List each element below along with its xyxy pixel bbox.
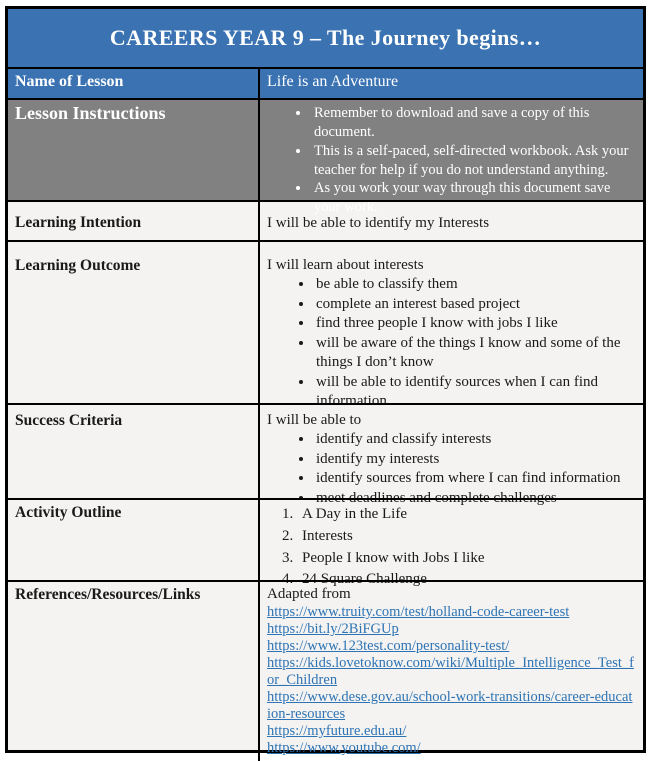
lesson-plan-table (5, 6, 646, 756)
reference-link[interactable]: https://www.123test.com/personality-test/ (267, 637, 510, 654)
learning-intention-label: Learning Intention (15, 214, 142, 231)
success-criteria-row (8, 403, 643, 506)
reference-links (267, 604, 635, 757)
lesson-instructions-label: Lesson Instructions (8, 100, 260, 200)
learning-outcome-intro: I will learn about interests (267, 257, 424, 273)
learning-outcome-bullet-list (267, 275, 635, 412)
instruction-bullet-item: • Remember to download and save a copy of this document. (311, 104, 635, 142)
learning-outcome-bullet-item: • be able to classify them (314, 275, 635, 295)
learning-outcome-bullet-item: • complete an interest based project (314, 295, 635, 315)
instruction-bullet-item: • As you work your way through this document save your work. (311, 179, 635, 217)
activity-outline-item: 3. People I know with Jobs I like (297, 548, 635, 570)
reference-link[interactable]: https://myfuture.edu.au/ (267, 722, 407, 739)
references-label: References/Resources/Links (15, 586, 201, 603)
activity-outline-label: Activity Outline (15, 504, 122, 521)
success-criteria-bullet-list (267, 430, 635, 508)
name-of-lesson-value: Life is an Adventure (267, 73, 399, 90)
success-criteria-bullet-item: • identify sources from where I can find information (314, 469, 635, 489)
activity-outline-item: 1. A Day in the Life (297, 504, 635, 526)
success-criteria-bullet-item: • identify and classify interests (314, 430, 635, 450)
activity-outline-item: 2. Interests (297, 526, 635, 548)
learning-outcome-bullet-item: • find three people I know with jobs I like (314, 314, 635, 334)
lesson-instructions-content (260, 100, 643, 216)
reference-link[interactable]: https://www.dese.gov.au/school-work-transitions/career-education-resources (267, 688, 633, 722)
activity-outline-item: 4. 24 Square Challenge (297, 569, 635, 591)
title-row (8, 9, 643, 67)
activity-outline-list (267, 504, 635, 591)
lesson-instructions-row (8, 98, 643, 216)
learning-intention-text: I will be able to identify my Interests (267, 215, 490, 231)
references-row (8, 580, 643, 761)
reference-link[interactable]: https://www.truity.com/test/holland-code-career-test (267, 604, 570, 620)
name-of-lesson-row (8, 67, 643, 98)
instruction-bullet-item: • This is a self-paced, self-directed workbook. Ask your teacher for help if you do not understand anything. (311, 142, 635, 180)
success-criteria-intro: I will be able to (267, 412, 362, 428)
reference-link[interactable]: https://bit.ly/2BiFGUp (267, 620, 399, 637)
learning-intention-row (8, 200, 643, 240)
learning-outcome-row (8, 240, 643, 409)
learning-outcome-bullet-item: • will be aware of the things I know and some of the things I don’t know (314, 334, 635, 373)
success-criteria-bullet-item: • identify my interests (314, 450, 635, 470)
page-title: CAREERS YEAR 9 – The Journey begins… (109, 25, 542, 50)
references-intro: Adapted from (267, 586, 351, 602)
success-criteria-bullet-item: • meet deadlines and complete challenges (314, 489, 635, 509)
reference-link[interactable]: https://kids.lovetoknow.com/wiki/Multiple_Intelligence_Test_for_Children (267, 654, 634, 688)
learning-outcome-label: Learning Outcome (15, 257, 141, 274)
learning-outcome-bullet-item: • will be able to identify sources when I can find information (314, 373, 635, 412)
name-of-lesson-label: Name of Lesson (8, 69, 260, 98)
success-criteria-label: Success Criteria (15, 412, 123, 429)
reference-link[interactable]: https://www.youtube.com/ (267, 739, 421, 756)
activity-outline-row (8, 498, 643, 588)
